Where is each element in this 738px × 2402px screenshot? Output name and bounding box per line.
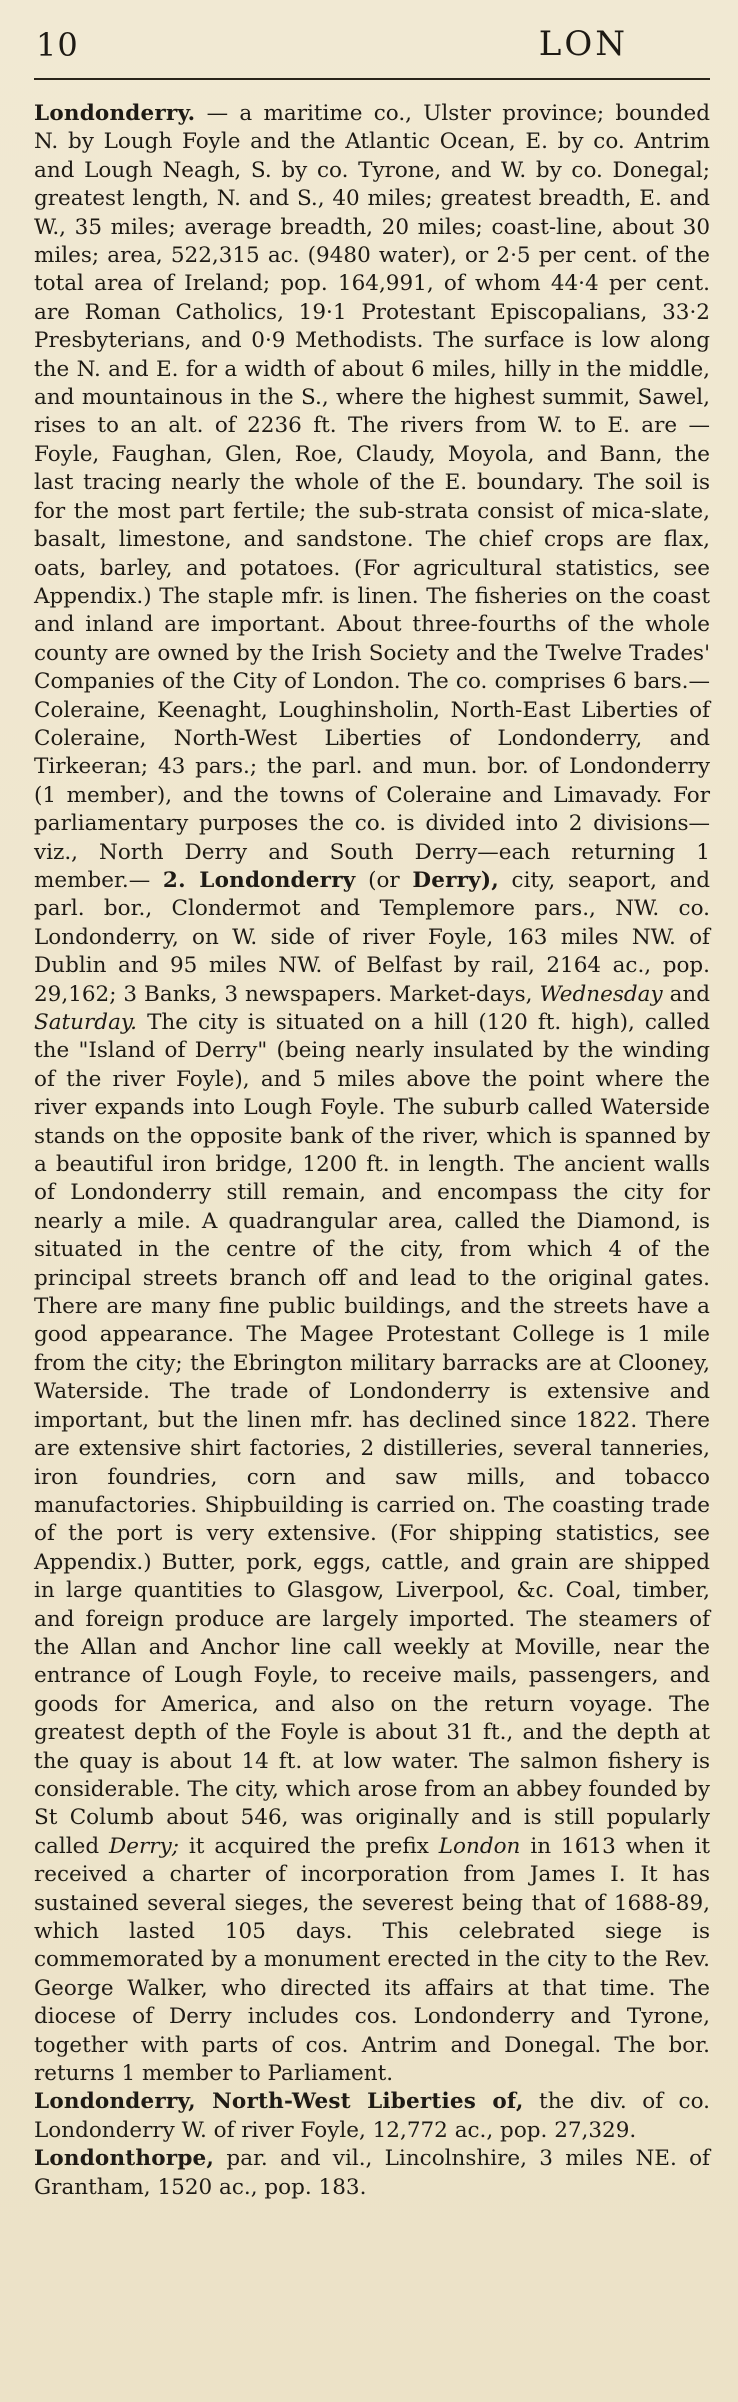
entries-column xyxy=(34,78,710,2202)
entry-text: in 1613 when it received a charter of incorporation from James I. It has sustained several sieges, the severest being that of 1688-89, which lasted 105 days. This celebrated siege is commemorated by a monument erected in the city to the Rev. George Walker, who directed its affairs at that time. The diocese of Derry includes cos. Londonderry and Tyrone, together with parts of cos. Antrim and Donegal. The bor. returns 1 member to Parliament. xyxy=(34,1833,710,2087)
entry-text: The city is situated on a hill (120 ft. high), called the "Island of Derry" (being nearly insulated by the winding of the river Foyle), and 5 miles above the point where the river expands into Lough Foyle. The suburb called Waterside stands on the opposite bank of the river, which is spanned by a beautiful iron bridge, 1200 ft. in length. The ancient walls of Londonderry still remain, and encompass the city for nearly a mile. A quadrangular area, called the Diamond, is situated in the centre of the city, from which 4 of the principal streets branch off and lead to the original gates. There are many fine public buildings, and the streets have a good appearance. The Magee Protestant College is 1 mile from the city; the Ebrington military barracks are at Clooney, Waterside. The trade of Londonderry is extensive and important, but the linen mfr. has declined since 1822. There are extensive shirt factories, 2 distilleries, several tanneries, iron foundries, corn and saw mills, and tobacco manufactories. Shipbuilding is carried on. The coasting trade of the port is very extensive. (For shipping statistics, see Appendix.) Butter, pork, eggs, cattle, and grain are shipped in large quantities to Glasgow, Liverpool, &c. Coal, timber, and foreign produce are largely imported. The steamers of the Allan and Anchor line call weekly at Moville, near the entrance of Lough Foyle, to receive mails, passengers, and goods for America, and also on the return voyage. The greatest depth of the Foyle is about 31 ft., and the depth at the quay is about 14 ft. at low water. The salmon fishery is considerable. The city, which arose from an abbey founded by St Columb about 546, was originally and is still popularly called xyxy=(34,1010,710,1859)
page-header xyxy=(34,0,710,78)
entry-text: city, seaport, and parl. bor., Clondermot and Templemore pars., NW. co. Londonderry, on W. side of river Foyle, 163 miles NW. of Dublin and 95 miles NW. of Belfast by rail, 2164 ac., pop. 29,162; 3 Banks, 3 newspapers. Market-days, xyxy=(34,867,711,1007)
entry-text: — a maritime co., Ulster province; bounded N. by Lough Foyle and the Atlantic Ocean, E. by co. Antrim and Lough Neagh, S. by co. Tyrone, and W. by co. Donegal; greatest length, N. and S., 40 miles; greatest breadth, E. and W., 35 miles; average breadth, 20 miles; coast-line, about 30 miles; area, 522,315 ac. (9480 water), or 2·5 per cent. of the total area of Ireland; pop. 164,991, of whom 44·4 per cent. are Roman Catholics, 19·1 Protestant Episcopalians, 33·2 Presbyterians, and 0·9 Methodists. The surface is low along the N. and E. for a width of about 6 miles, hilly in the middle, and mountainous in the S., where the highest summit, Sawel, rises to an alt. of 2236 ft. The rivers from W. to E. are — Foyle, Faughan, Glen, Roe, Claudy, Moyola, and Bann, the last tracing nearly the whole of the E. boundary. The soil is for the most part fertile; the sub-strata consist of mica-slate, basalt, limestone, and sandstone. The chief crops are flax, oats, barley, and potatoes. (For agricultural statistics, see Appendix.) The staple mfr. is linen. The fisheries on the coast and inland are important. About three-fourths of the whole county are owned by the Irish Society and the Twelve Trades' Companies of the City of London. The co. comprises 6 bars.—Coleraine, Keenaght, Loughinsholin, North-East Liberties of Coleraine, North-West Liberties of Londonderry, and Tirkeeran; 43 pars.; the parl. and mun. bor. of Londonderry (1 member), and the towns of Coleraine and Limavady. For parliamentary purposes the co. is divided into 2 divisions—viz., North Derry and South Derry—each returning 1 member.— xyxy=(34,101,710,893)
header-rule xyxy=(34,78,710,80)
entry-italic: Wednesday xyxy=(539,981,663,1007)
entry-londonderry-nw-liberties xyxy=(34,2088,710,2145)
entry-text: it acquired the prefix xyxy=(178,1833,439,1859)
entry-italic: London xyxy=(438,1833,521,1859)
entry-sub-headword: Derry), xyxy=(412,867,499,893)
entry-headword: Londonthorpe, xyxy=(34,2146,215,2172)
entry-headword: Londonderry. xyxy=(34,101,196,126)
entry-text: and xyxy=(662,981,710,1007)
entry-italic: Saturday. xyxy=(34,1010,138,1035)
entry-londonthorpe xyxy=(34,2145,710,2202)
running-head: LON xyxy=(538,24,628,64)
entry-text: (or xyxy=(355,867,413,893)
entry-italic: Derry; xyxy=(109,1833,179,1859)
page-number: 10 xyxy=(36,26,79,64)
entry-text: the div. of co. Londonderry W. of river Foyle, 12,772 ac., pop. 27,329. xyxy=(34,2089,710,2143)
entry-headword: Londonderry, North-West Liberties of, xyxy=(34,2089,524,2115)
entry-sub-headword: 2. Londonderry xyxy=(162,867,356,893)
entry-londonderry-county xyxy=(34,100,710,2088)
entry-text: par. and vil., Lincolnshire, 3 miles NE. of Grantham, 1520 ac., pop. 183. xyxy=(34,2146,710,2200)
